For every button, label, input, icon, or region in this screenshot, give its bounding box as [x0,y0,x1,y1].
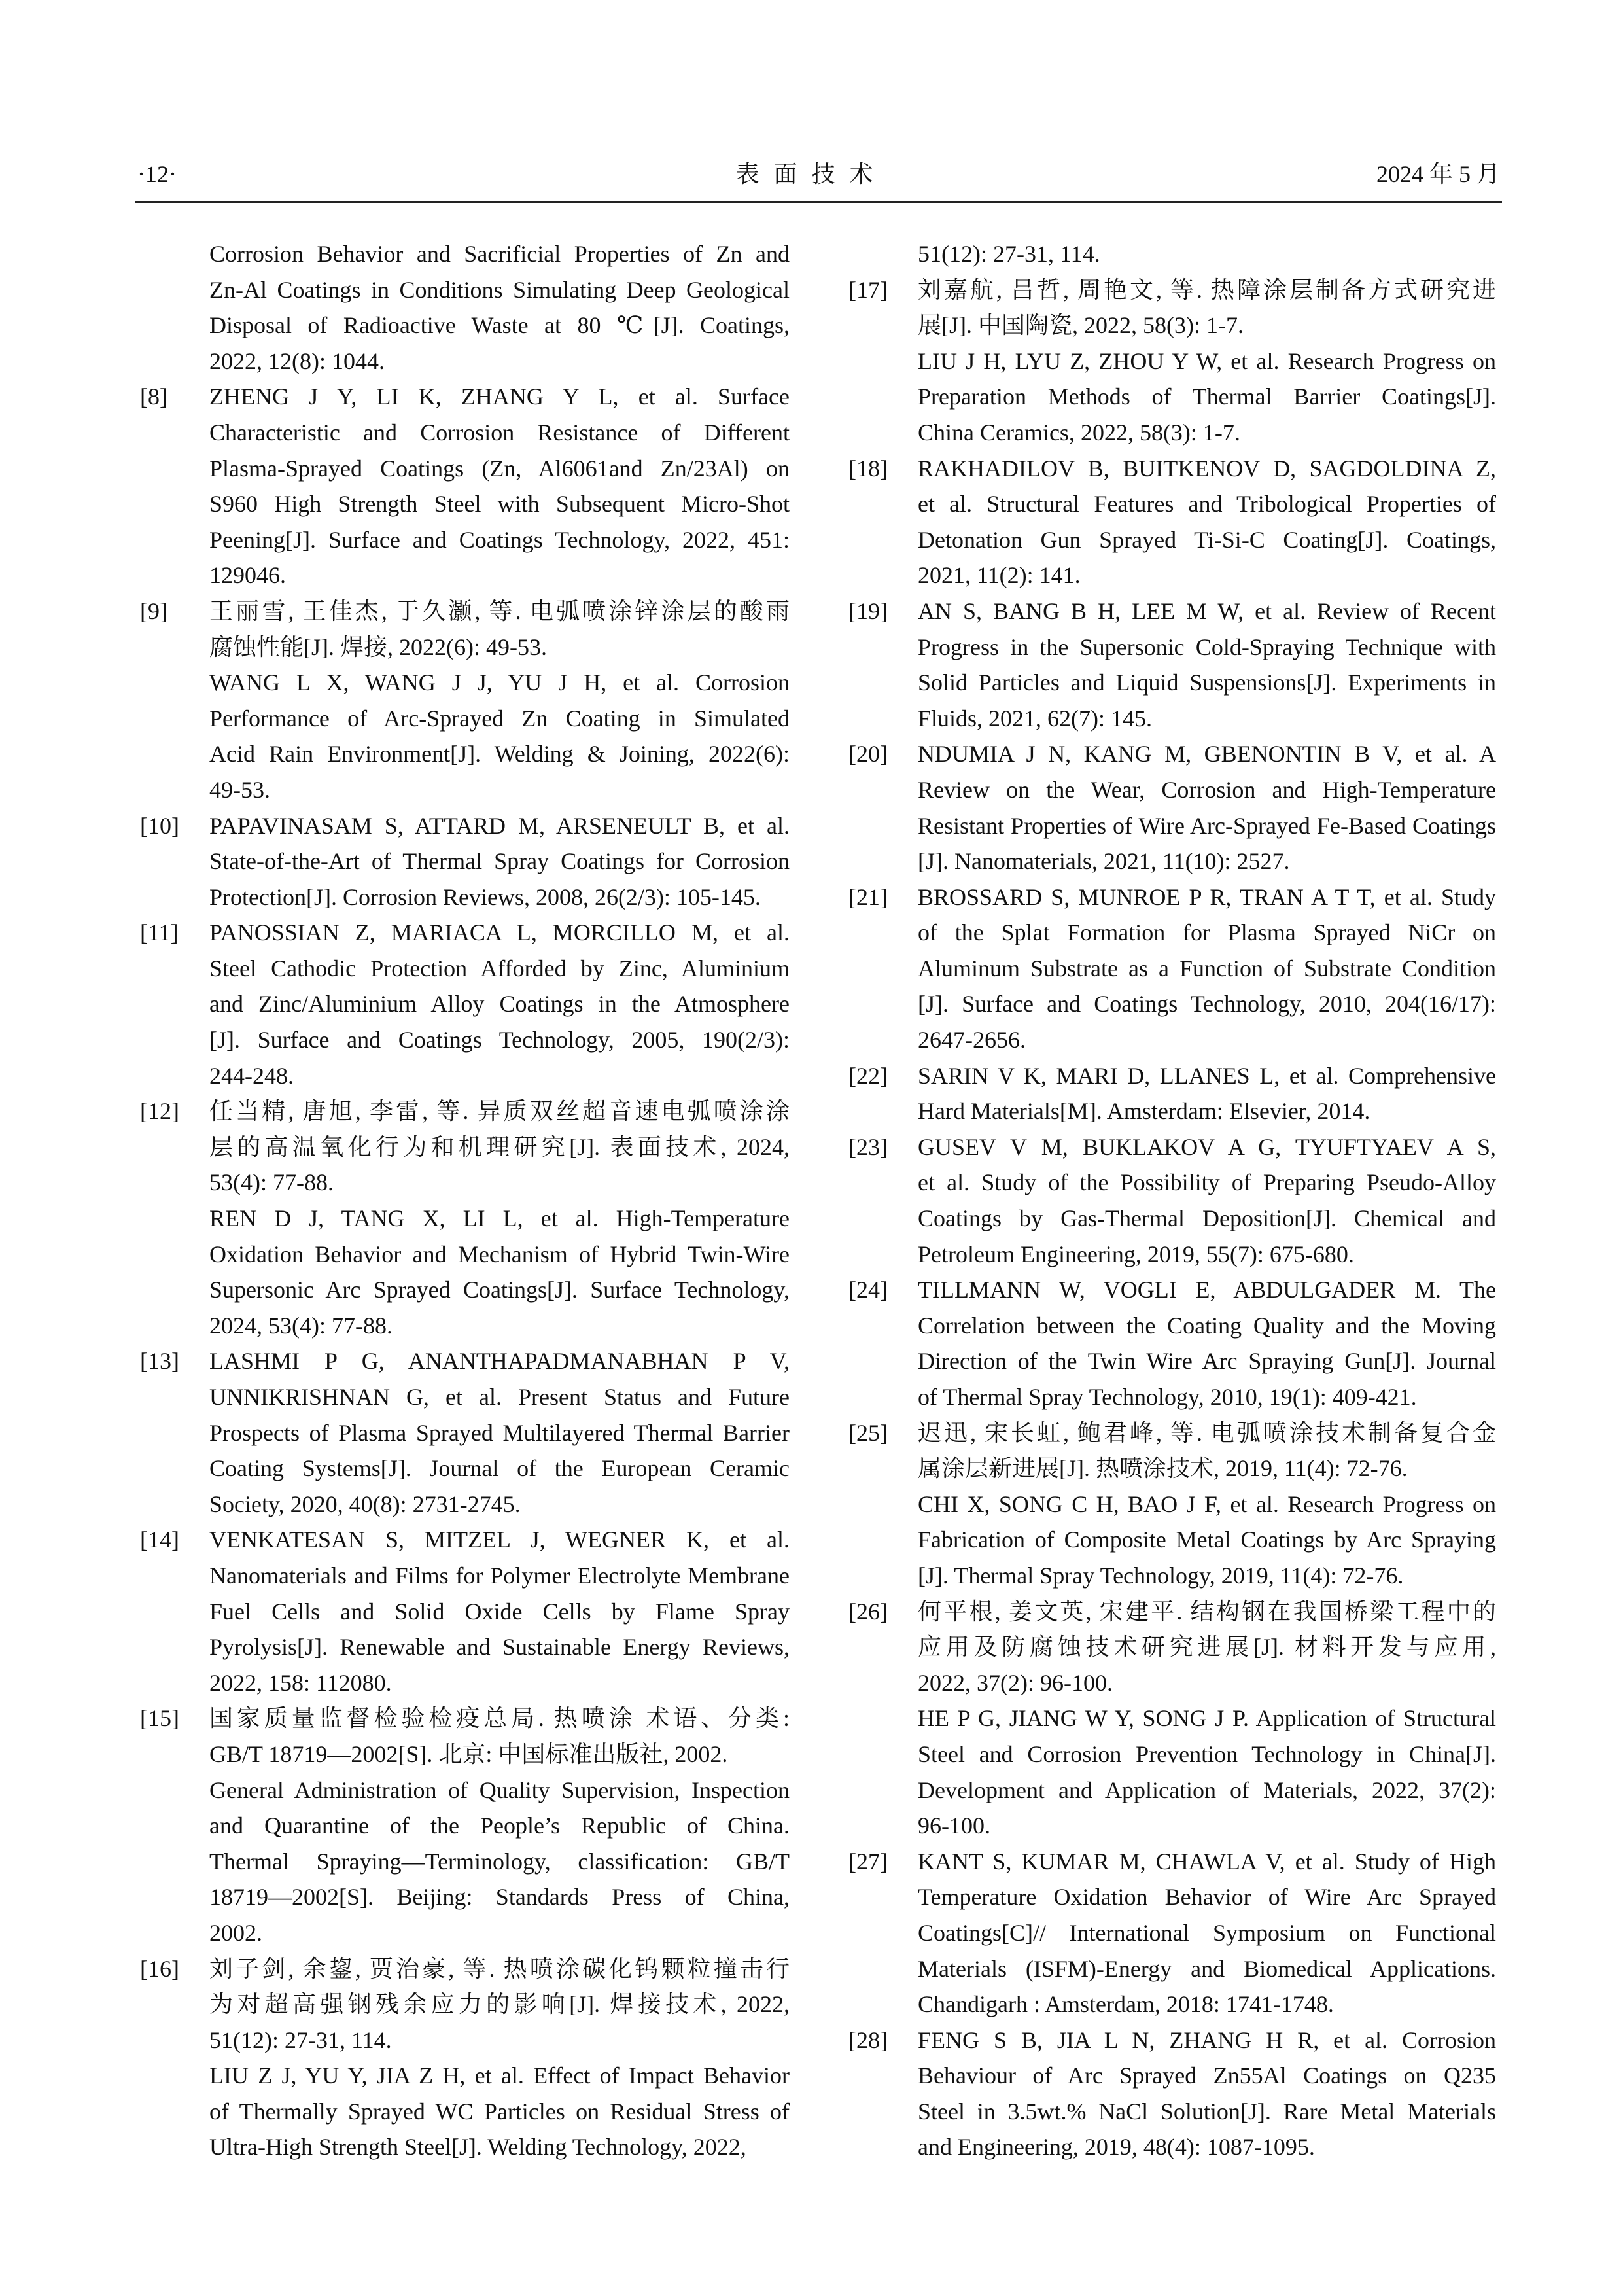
reference-text [918,236,1496,272]
reference-line: 国家质量监督检验检疫总局. 热喷涂 术语、分类: [209,1705,790,1732]
reference-line: Steel Cathodic Protection Afforded by Zinc, Aluminium [209,955,790,981]
reference-number: [17] [848,276,888,303]
reference-number: [11] [140,919,179,946]
reference-line: 2647-2656. [918,1027,1026,1053]
reference-entry [848,1058,1496,1129]
reference-line: 腐蚀性能[J]. 焊接, 2022(6): 49-53. [209,633,547,660]
reference-line: 属涂层新进展[J]. 热喷涂技术, 2019, 11(4): 72-76. [918,1455,1408,1482]
reference-line: 应用及防腐蚀技术研究进展[J]. 材料开发与应用, [918,1634,1496,1661]
reference-line: Corrosion Behavior and Sacrificial Properties of Zn and [209,241,790,267]
reference-line: 2022, 158: 112080. [209,1669,392,1696]
reference-line: Society, 2020, 40(8): 2731-2745. [209,1491,521,1517]
reference-text [209,915,790,1093]
reference-line: HE P G, JIANG W Y, SONG J P. Application of Structural [918,1705,1496,1732]
reference-text [918,451,1496,593]
reference-entry [140,1093,790,1343]
reference-text [918,1129,1496,1272]
reference-line: Temperature Oxidation Behavior of Wire Arc Sprayed [918,1884,1496,1911]
reference-line: LASHMI P G, ANANTHAPADMANABHAN P V, [209,1348,790,1375]
journal-title: 表面技术 [735,161,888,187]
reference-line: 展[J]. 中国陶瓷, 2022, 58(3): 1-7. [918,312,1244,339]
reference-line: Coatings[C]// International Symposium on Functional [918,1919,1496,1946]
reference-line: Steel in 3.5wt.% NaCl Solution[J]. Rare Metal Materials [918,2098,1496,2125]
reference-entry [848,879,1496,1058]
reference-line: Supersonic Arc Sprayed Coatings[J]. Surface Technology, [209,1277,790,1303]
reference-entry [140,1701,790,1951]
reference-number: [13] [140,1348,179,1375]
reference-line: LIU J H, LYU Z, ZHOU Y W, et al. Research Progress on [918,347,1496,374]
reference-line: GB/T 18719—2002[S]. 北京: 中国标准出版社, 2002. [209,1740,728,1767]
reference-number: [23] [848,1133,888,1160]
reference-line: Chandigarh : Amsterdam, 2018: 1741-1748. [918,1991,1334,2018]
reference-entry [848,593,1496,736]
reference-line: 刘子剑, 余鋆, 贾治豪, 等. 热喷涂碳化钨颗粒撞击行 [209,1955,790,1982]
reference-line: VENKATESAN S, MITZEL J, WEGNER K, et al. [209,1527,790,1553]
reference-line: GUSEV V M, BUKLAKOV A G, TYUFTYAEV A S, [918,1133,1496,1160]
left-column [140,236,790,2165]
reference-line: [J]. Surface and Coatings Technology, 2010, 204(16/17): [918,991,1496,1017]
reference-text [209,379,790,593]
reference-text [918,1415,1496,1594]
reference-line: Steel and Corrosion Prevention Technology in China[J]. [918,1740,1496,1767]
reference-line: Review on the Wear, Corrosion and High-Temperature [918,776,1496,803]
reference-number: [24] [848,1277,888,1303]
reference-line: Correlation between the Coating Quality and the Moving [918,1312,1496,1339]
reference-line: 53(4): 77-88. [209,1169,334,1196]
reference-text [918,879,1496,1058]
reference-entry [140,915,790,1093]
reference-line: S960 High Strength Steel with Subsequent Micro-Shot [209,491,790,518]
header-rule [135,201,1502,203]
reference-number: [19] [848,597,888,624]
reference-line: 何平根, 姜文英, 宋建平. 结构钢在我国桥梁工程中的 [918,1598,1496,1625]
reference-number: [26] [848,1598,888,1625]
reference-entry [848,1129,1496,1272]
reference-line: Characteristic and Corrosion Resistance of Different [209,419,790,446]
reference-line: Zn-Al Coatings in Conditions Simulating Deep Geological [209,276,790,303]
reference-line: NDUMIA J N, KANG M, GBENONTIN B V, et al. A [918,741,1496,768]
reference-line: Acid Rain Environment[J]. Welding & Joining, 2022(6): [209,741,790,768]
reference-text [209,1522,790,1701]
reference-entry [848,451,1496,593]
reference-entry [140,1522,790,1701]
reference-line: FENG S B, JIA L N, ZHANG H R, et al. Corrosion [918,2026,1496,2053]
reference-line: General Administration of Quality Supervision, Inspection [209,1776,790,1803]
reference-entry [848,272,1496,451]
reference-line: UNNIKRISHNAN G, et al. Present Status and Future [209,1384,790,1410]
reference-number: [16] [140,1955,179,1982]
reference-text [209,1343,790,1522]
issue-date: 2024 年 5 月 [1376,161,1500,187]
reference-line: of the Splat Formation for Plasma Sprayed NiCr on [918,919,1496,946]
reference-line: Thermal Spraying—Terminology, classification: GB/T [209,1848,790,1875]
reference-line: and Quarantine of the People’s Republic of China. [209,1812,790,1839]
reference-line: Progress in the Supersonic Cold-Spraying Technique with [918,633,1496,660]
reference-text [209,1093,790,1343]
reference-text [918,1844,1496,2022]
reference-entry [848,1272,1496,1415]
reference-number: [20] [848,741,888,768]
reference-text [918,593,1496,736]
reference-line: Oxidation Behavior and Mechanism of Hybrid Twin-Wire [209,1241,790,1267]
reference-line: Plasma-Sprayed Coatings (Zn, Al6061and Zn/23Al) on [209,455,790,482]
reference-text [918,272,1496,451]
reference-line: Detonation Gun Sprayed Ti-Si-C Coating[J]. Coatings, [918,526,1496,553]
reference-line: Coating Systems[J]. Journal of the European Ceramic [209,1455,790,1482]
reference-line: [J]. Thermal Spray Technology, 2019, 11(4): 72-76. [918,1562,1404,1589]
reference-line: [J]. Surface and Coatings Technology, 2005, 190(2/3): [209,1027,790,1053]
reference-line: 18719—2002[S]. Beijing: Standards Press of China, [209,1884,790,1911]
reference-line: Resistant Properties of Wire Arc-Sprayed Fe-Based Coatings [918,812,1496,839]
reference-line: SARIN V K, MARI D, LLANES L, et al. Comprehensive [918,1062,1496,1089]
reference-line: REN D J, TANG X, LI L, et al. High-Temperature [209,1205,790,1232]
reference-text [918,736,1496,879]
reference-line: Behaviour of Arc Sprayed Zn55Al Coatings on Q235 [918,2062,1496,2089]
reference-line: Hard Materials[M]. Amsterdam: Elsevier, 2014. [918,1098,1370,1125]
reference-line: Fabrication of Composite Metal Coatings by Arc Spraying [918,1527,1496,1553]
reference-line: Petroleum Engineering, 2019, 55(7): 675-680. [918,1241,1354,1267]
reference-number: [25] [848,1419,888,1446]
reference-line: RAKHADILOV B, BUITKENOV D, SAGDOLDINA Z, [918,455,1496,482]
reference-number: [28] [848,2026,888,2053]
reference-line: Coatings by Gas-Thermal Deposition[J]. Chemical and [918,1205,1496,1232]
reference-line: Disposal of Radioactive Waste at 80 ℃[J]. Coatings, [209,312,790,339]
reference-line: 2022, 37(2): 96-100. [918,1669,1113,1696]
reference-entry [848,2022,1496,2165]
reference-line: BROSSARD S, MUNROE P R, TRAN A T T, et al. Study [918,883,1496,910]
reference-line: LIU Z J, YU Y, JIA Z H, et al. Effect of Impact Behavior [209,2062,790,2089]
reference-line: 刘嘉航, 吕哲, 周艳文, 等. 热障涂层制备方式研究进 [918,276,1496,303]
reference-line: State-of-the-Art of Thermal Spray Coatings for Corrosion [209,848,790,875]
reference-entry [848,1415,1496,1594]
reference-line: 王丽雪, 王佳杰, 于久灏, 等. 电弧喷涂锌涂层的酸雨 [209,597,790,624]
reference-line: Peening[J]. Surface and Coatings Technology, 2022, 451: [209,526,790,553]
reference-line: 2002. [209,1919,262,1946]
reference-line: PAPAVINASAM S, ATTARD M, ARSENEULT B, et al. [209,812,790,839]
right-column [848,236,1496,2165]
reference-line: ZHENG J Y, LI K, ZHANG Y L, et al. Surface [209,383,790,410]
reference-line: and Zinc/Aluminium Alloy Coatings in the Atmosphere [209,991,790,1017]
reference-line: Aluminum Substrate as a Function of Substrate Condition [918,955,1496,981]
reference-text [209,593,790,808]
reference-entry [848,736,1496,879]
reference-line: Direction of the Twin Wire Arc Spraying Gun[J]. Journal [918,1348,1496,1375]
reference-line: et al. Study of the Possibility of Preparing Pseudo-Alloy [918,1169,1496,1196]
reference-line: [J]. Nanomaterials, 2021, 11(10): 2527. [918,848,1290,875]
reference-entry [140,1951,790,2166]
reference-text [918,1058,1496,1129]
reference-line: 2022, 12(8): 1044. [209,347,385,374]
reference-line: 51(12): 27-31, 114. [209,2026,392,2053]
reference-line: Preparation Methods of Thermal Barrier Coatings[J]. [918,383,1496,410]
reference-continuation [140,236,790,379]
reference-text [918,1594,1496,1844]
reference-entry [140,1343,790,1522]
page-number: ·12· [137,161,177,187]
reference-line: 49-53. [209,776,270,803]
reference-text [209,1951,790,2166]
reference-number: [10] [140,812,179,839]
reference-line: Ultra-High Strength Steel[J]. Welding Technology, 2022, [209,2134,746,2161]
reference-text [918,1272,1496,1415]
reference-text [209,1701,790,1951]
reference-line: 96-100. [918,1812,990,1839]
reference-line: KANT S, KUMAR M, CHAWLA V, et al. Study of High [918,1848,1496,1875]
reference-text [209,236,790,379]
reference-entry [140,808,790,915]
reference-line: Materials (ISFM)-Energy and Biomedical Applications. [918,1955,1496,1982]
reference-number: [12] [140,1098,179,1125]
reference-entry [848,1594,1496,1844]
reference-line: China Ceramics, 2022, 58(3): 1-7. [918,419,1240,446]
reference-line: 129046. [209,562,286,589]
reference-line: 2021, 11(2): 141. [918,562,1081,589]
reference-number: [22] [848,1062,888,1089]
reference-line: TILLMANN W, VOGLI E, ABDULGADER M. The [918,1277,1496,1303]
reference-line: Protection[J]. Corrosion Reviews, 2008, 26(2/3): 105-145. [209,883,761,910]
reference-line: 层的高温氧化行为和机理研究[J]. 表面技术, 2024, [209,1133,790,1160]
reference-line: of Thermally Sprayed WC Particles on Residual Stress of [209,2098,790,2125]
reference-line: AN S, BANG B H, LEE M W, et al. Review of Recent [918,597,1496,624]
reference-line: WANG L X, WANG J J, YU J H, et al. Corrosion [209,669,790,696]
reference-line: Fluids, 2021, 62(7): 145. [918,705,1153,732]
reference-entry [140,593,790,808]
reference-number: [21] [848,883,888,910]
reference-line: Fuel Cells and Solid Oxide Cells by Flame Spray [209,1598,790,1625]
reference-line: and Engineering, 2019, 48(4): 1087-1095. [918,2134,1315,2161]
reference-text [918,2022,1496,2165]
reference-text [209,808,790,915]
reference-continuation [848,236,1496,272]
reference-line: 迟迅, 宋长虹, 鲍君峰, 等. 电弧喷涂技术制备复合金 [918,1419,1496,1446]
reference-line: of Thermal Spray Technology, 2010, 19(1): 409-421. [918,1384,1417,1410]
reference-line: 任当精, 唐旭, 李雷, 等. 异质双丝超音速电弧喷涂涂 [209,1098,790,1125]
reference-number: [9] [140,597,167,624]
reference-number: [14] [140,1527,179,1553]
reference-number: [15] [140,1705,179,1732]
reference-line: CHI X, SONG C H, BAO J F, et al. Research Progress on [918,1491,1496,1517]
reference-line: Nanomaterials and Films for Polymer Electrolyte Membrane [209,1562,790,1589]
reference-line: 244-248. [209,1062,294,1089]
reference-line: PANOSSIAN Z, MARIACA L, MORCILLO M, et al. [209,919,790,946]
reference-line: Solid Particles and Liquid Suspensions[J]. Experiments in [918,669,1496,696]
reference-line: Development and Application of Materials, 2022, 37(2): [918,1776,1496,1803]
reference-line: 51(12): 27-31, 114. [918,241,1100,267]
reference-line: Pyrolysis[J]. Renewable and Sustainable Energy Reviews, [209,1634,790,1661]
reference-number: [18] [848,455,888,482]
reference-number: [27] [848,1848,888,1875]
reference-line: 2024, 53(4): 77-88. [209,1312,393,1339]
reference-line: et al. Structural Features and Tribological Properties of [918,491,1496,518]
reference-line: 为对超高强钢残余应力的影响[J]. 焊接技术, 2022, [209,1991,790,2018]
reference-line: Performance of Arc-Sprayed Zn Coating in Simulated [209,705,790,732]
reference-number: [8] [140,383,167,410]
reference-entry [140,379,790,593]
reference-line: Prospects of Plasma Sprayed Multilayered Thermal Barrier [209,1419,790,1446]
reference-entry [848,1844,1496,2022]
